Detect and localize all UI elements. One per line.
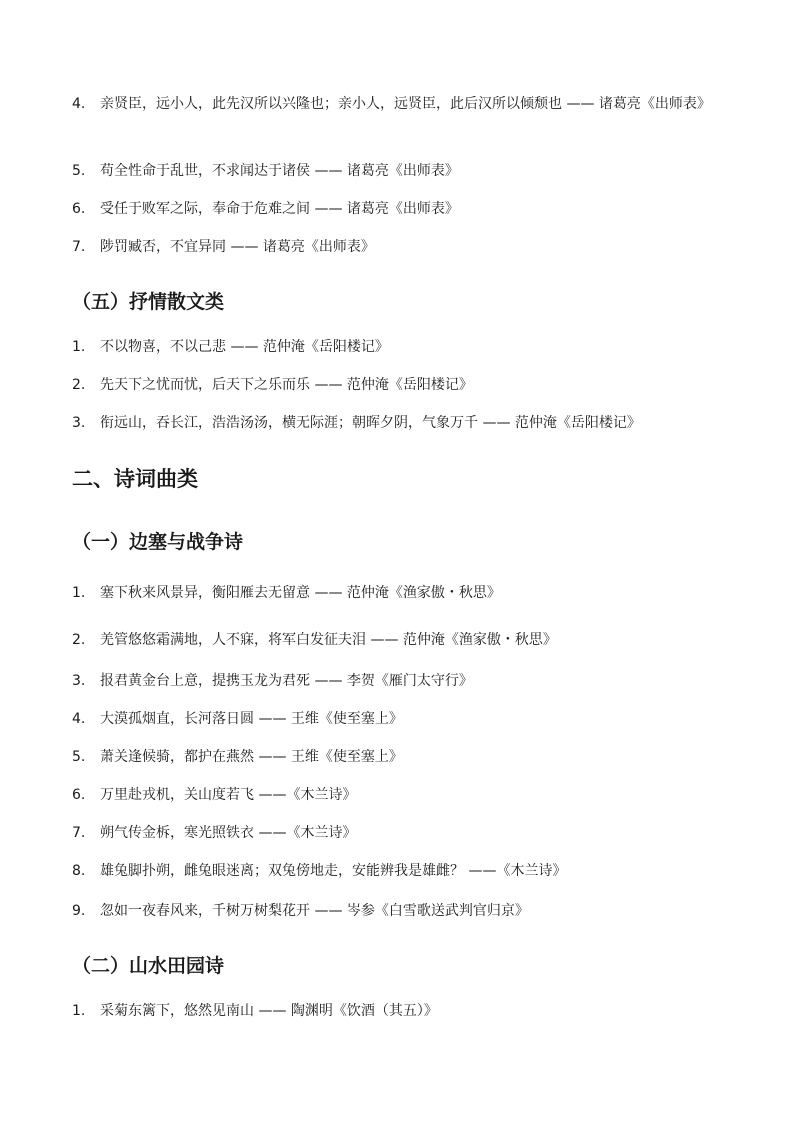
item-number: 7. — [72, 825, 86, 841]
item-text: 万里赴戎机，关山度若飞 ——《木兰诗》 — [100, 787, 357, 803]
item-number: 6. — [72, 787, 86, 803]
item-text: 雄兔脚扑朔，雌兔眼迷离；双兔傍地走，安能辨我是雄雌？ ——《木兰诗》 — [100, 863, 567, 879]
section-heading: （二）山水田园诗 — [72, 955, 225, 977]
section-heading: （五）抒情散文类 — [72, 291, 225, 313]
list-item — [72, 996, 732, 1026]
item-number: 8. — [72, 863, 86, 879]
item-number: 1. — [72, 1003, 86, 1019]
list-item — [72, 232, 732, 262]
item-text: 羌管悠悠霜满地，人不寐，将军白发征夫泪 —— 范仲淹《渔家傲・秋思》 — [100, 632, 557, 648]
item-text: 朔气传金柝，寒光照铁衣 ——《木兰诗》 — [100, 825, 357, 841]
list-item — [72, 156, 732, 186]
section-heading: （一）边塞与战争诗 — [72, 531, 244, 553]
list-item — [72, 89, 732, 119]
list-item — [72, 666, 732, 696]
list-item — [72, 780, 732, 810]
item-text: 受任于败军之际，奉命于危难之间 —— 诸葛亮《出师表》 — [100, 201, 459, 217]
list-item — [72, 896, 732, 926]
item-text: 衔远山，吞长江，浩浩汤汤，横无际涯；朝晖夕阴，气象万千 —— 范仲淹《岳阳楼记》 — [100, 415, 641, 431]
list-item — [72, 578, 732, 608]
item-text: 陟罚臧否，不宜异同 —— 诸葛亮《出师表》 — [100, 239, 375, 255]
item-number: 5. — [72, 749, 86, 765]
list-item — [72, 408, 732, 438]
item-number: 6. — [72, 201, 86, 217]
item-text: 塞下秋来风景异，衡阳雁去无留意 —— 范仲淹《渔家傲・秋思》 — [100, 585, 501, 601]
item-text: 大漠孤烟直，长河落日圆 —— 王维《使至塞上》 — [100, 711, 403, 727]
item-text: 先天下之忧而忧，后天下之乐而乐 —— 范仲淹《岳阳楼记》 — [100, 377, 473, 393]
list-item — [72, 332, 732, 362]
list-item — [72, 818, 732, 848]
item-text: 亲贤臣，远小人，此先汉所以兴隆也；亲小人，远贤臣，此后汉所以倾颓也 —— 诸葛亮《出师表》 — [100, 96, 711, 112]
item-number: 4. — [72, 711, 86, 727]
item-number: 4. — [72, 96, 86, 112]
item-number: 2. — [72, 632, 86, 648]
item-text: 忽如一夜春风来，千树万树梨花开 —— 岑参《白雪歌送武判官归京》 — [100, 903, 529, 919]
chapter-heading: 二、诗词曲类 — [72, 467, 198, 491]
item-text: 报君黄金台上意，提携玉龙为君死 —— 李贺《雁门太守行》 — [100, 673, 473, 689]
item-text: 萧关逢候骑，都护在燕然 —— 王维《使至塞上》 — [100, 749, 403, 765]
item-number: 9. — [72, 903, 86, 919]
list-item — [72, 194, 732, 224]
item-number: 1. — [72, 339, 86, 355]
item-number: 3. — [72, 673, 86, 689]
item-text: 不以物喜，不以己悲 —— 范仲淹《岳阳楼记》 — [100, 339, 389, 355]
item-number: 1. — [72, 585, 86, 601]
item-number: 3. — [72, 415, 86, 431]
list-item — [72, 370, 732, 400]
item-number: 7. — [72, 239, 86, 255]
item-text: 采菊东篱下，悠然见南山 —— 陶渊明《饮酒（其五）》 — [100, 1003, 438, 1019]
item-text: 苟全性命于乱世，不求闻达于诸侯 —— 诸葛亮《出师表》 — [100, 163, 459, 179]
list-item — [72, 625, 732, 655]
list-item — [72, 742, 732, 772]
list-item — [72, 704, 732, 734]
item-number: 5. — [72, 163, 86, 179]
item-number: 2. — [72, 377, 86, 393]
list-item — [72, 856, 732, 886]
